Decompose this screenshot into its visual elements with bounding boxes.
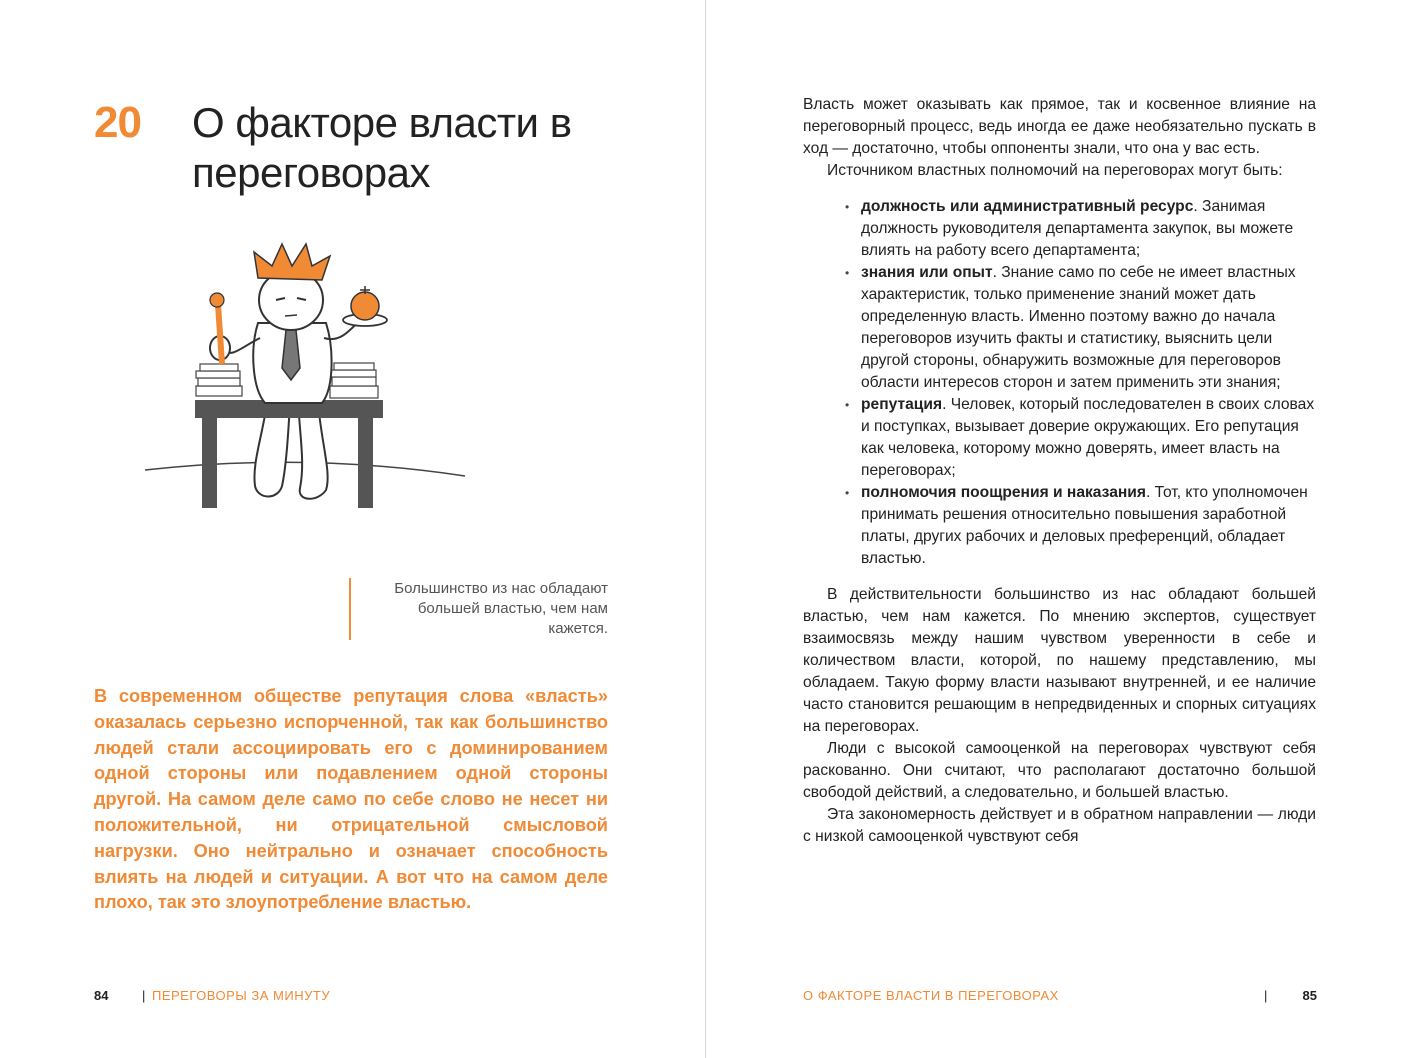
list-text: . Знание само по себе не имеет властных характеристик, только применение знаний может дать определенную власть. Именно поэтому важно до начала переговоров изучить факты и статистику, выяснить цели другой стороны, обнаружить возможные для переговоров области интересов сторон и затем применить эти знания; [861,264,1296,391]
list-text: . Тот, кто уполномочен принимать решения относительно повышения заработной платы, других рабочих и деловых преференций, обладает властью. [861,484,1308,567]
list-item [861,394,1316,482]
list-text: . Человек, который последователен в своих словах и поступках, вызывает доверие окружающих. Его репутация как человека, которому можно доверять, имеет власть на переговорах; [861,396,1315,479]
chapter-number: 20 [94,98,141,147]
list-item [861,482,1316,570]
chapter-title: О факторе власти в переговорах [192,99,572,196]
power-sources-list [803,196,1316,570]
right-footer [803,988,1317,1003]
left-footer [94,988,331,1003]
list-term: репутация [861,396,943,413]
right-page-body [803,94,1316,848]
running-chapter-title: О ФАКТОРЕ ВЛАСТИ В ПЕРЕГОВОРАХ [803,988,1059,1003]
footer-separator: | [142,988,146,1003]
body-paragraph: В действительности большинство из нас обладают большей властью, чем нам кажется. По мнению экспертов, существует взаимосвязь между нашим чувством уверенности в себе и количеством власти, которой, по нашему представлению, мы обладаем. Такую форму власти называют внутренней, и ее наличие часто становится решающим в непредвиденных и спорных ситуациях на переговорах. [803,586,1316,735]
body-paragraph: Эта закономерность действует и в обратном направлении — люди с низкой самооценкой чувствуют себя [803,806,1316,845]
list-item [861,262,1316,394]
list-term: полномочия поощрения и наказания [861,484,1146,501]
book-title: ПЕРЕГОВОРЫ ЗА МИНУТУ [152,988,331,1003]
pull-quote: Большинство из нас обладают большей властью, чем нам кажется. [394,580,608,637]
sources-intro: Источником властных полномочий на переговорах могут быть: [827,162,1283,179]
lead-paragraph: В современном обществе репутация слова «власть» оказалась серьезно испорченной, так как большинство людей стали ассоциировать его с доминированием одной стороны или подавлением одной стороны другой. На самом деле само по себе слово не несет ни положительной, ни отрицательной смысловой нагрузки. Оно нейтрально и означает способность влиять на людей и ситуации. А вот что на самом деле плохо, так это злоупотребление властью. [94,686,608,913]
intro-paragraph: Власть может оказывать как прямое, так и косвенное влияние на переговорный процесс, ведь иногда ее даже необязательно пускать в ход — достаточно, чтобы оппоненты знали, что она у вас есть. [803,96,1316,157]
pull-quote-bar [349,578,351,640]
page-number-left: 84 [94,988,109,1003]
list-term: должность или административный ресурс [861,198,1194,215]
king-at-desk-illustration [140,238,470,513]
list-item [861,196,1316,262]
list-term: знания или опыт [861,264,993,281]
list-text: . Занимая должность руководителя департамента закупок, вы можете влиять на работу всего департамента; [861,198,1294,259]
footer-separator: | [1264,988,1268,1003]
body-paragraph: Люди с высокой самооценкой на переговорах чувствуют себя раскованно. Они считают, что располагают достаточно большой свободой действий, а следовательно, и большей властью. [803,740,1316,801]
page-number-right: 85 [1302,988,1317,1003]
